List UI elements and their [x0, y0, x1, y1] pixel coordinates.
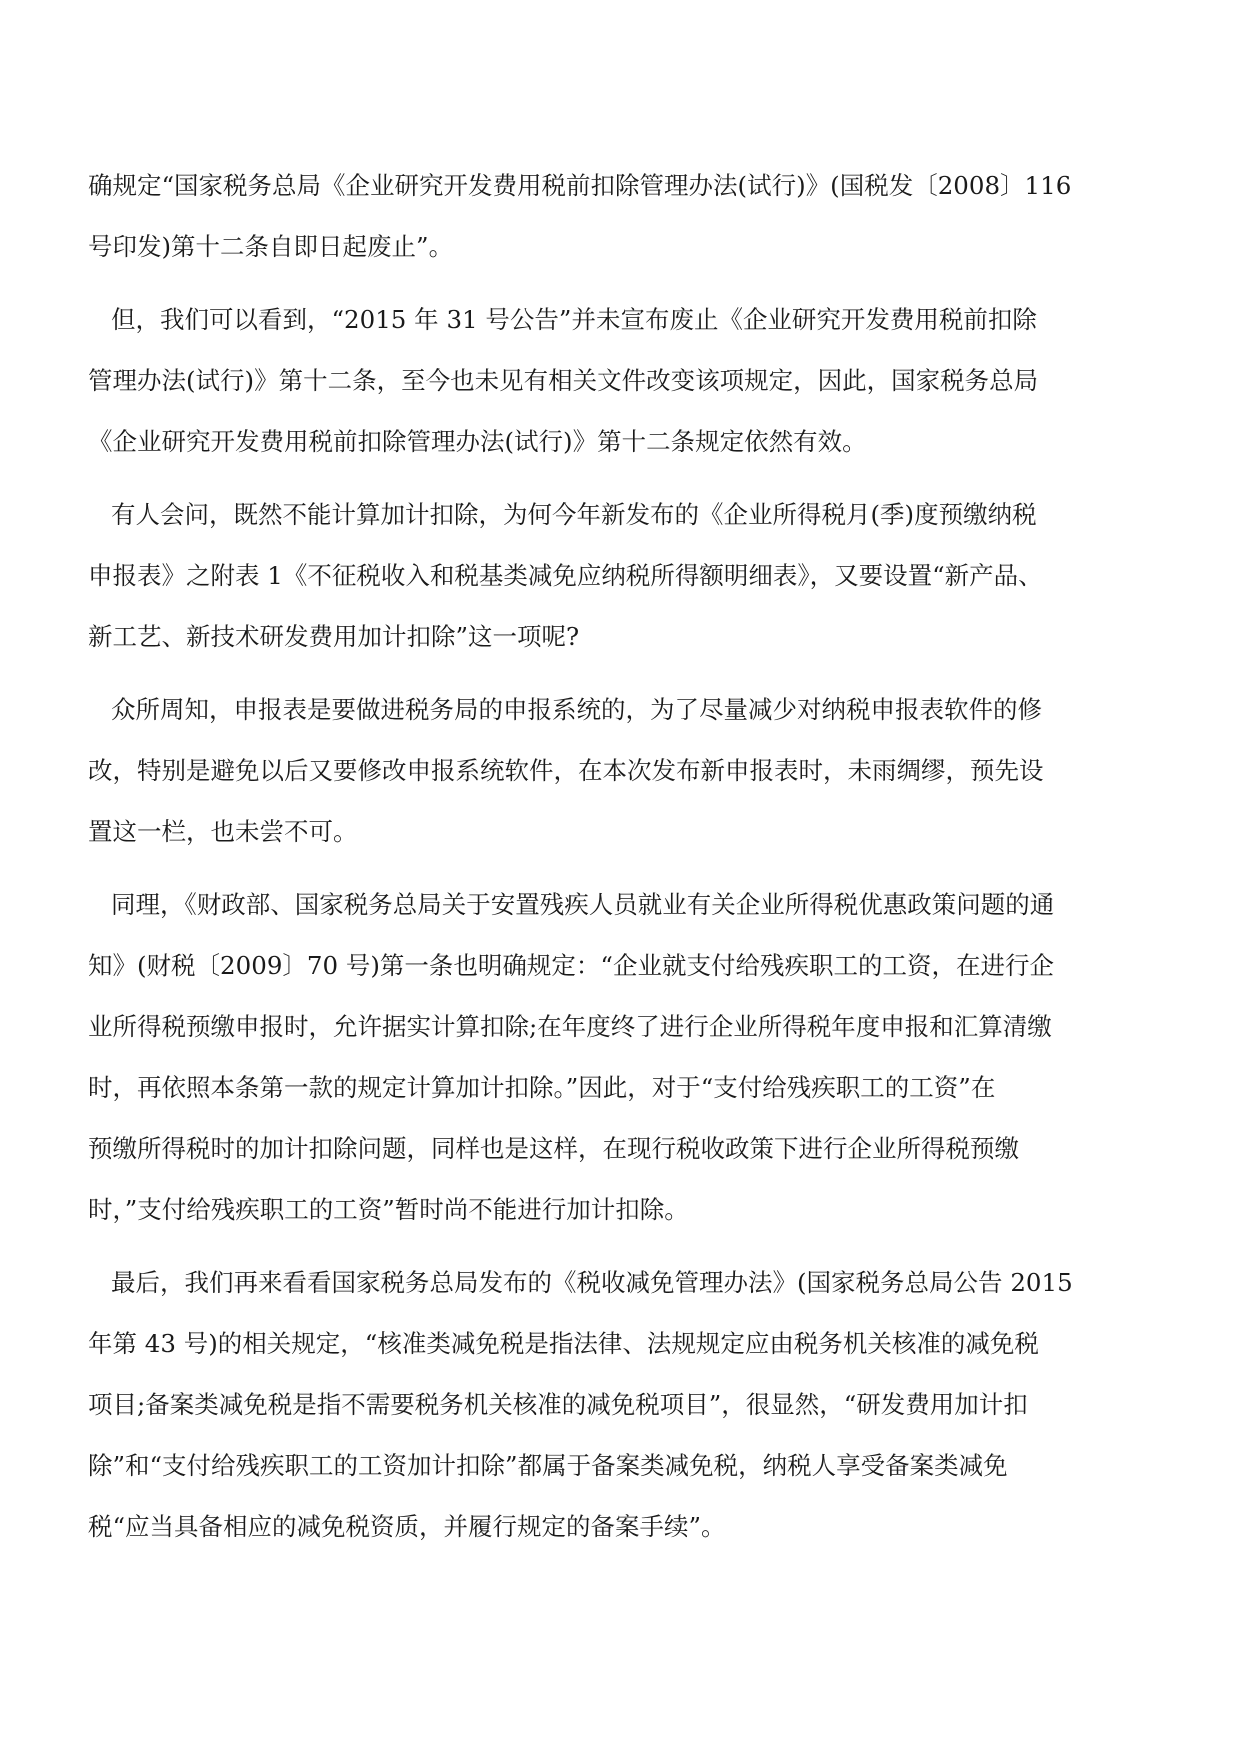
paragraph-line: 知》(财税〔2009〕70 号)第一条也明确规定：“企业就支付给残疾职工的工资，在进行企: [88, 951, 1054, 980]
paragraph-line: 时，”支付给残疾职工的工资”暂时尚不能进行加计扣除。: [88, 1195, 689, 1224]
paragraph-line: 管理办法(试行)》第十二条，至今也未见有相关文件改变该项规定，因此，国家税务总局: [88, 366, 1039, 395]
paragraph-line: 最后，我们再来看看国家税务总局发布的《税收减免管理办法》(国家税务总局公告 2015: [111, 1268, 1073, 1297]
paragraph-line: 税“应当具备相应的减免税资质，并履行规定的备案手续”。: [88, 1512, 726, 1541]
paragraph-line: 置这一栏，也未尝不可。: [88, 817, 358, 846]
paragraph-line: 新工艺、新技术研发费用加计扣除”这一项呢?: [88, 622, 580, 651]
paragraph-2: [88, 289, 1156, 472]
paragraph-6: [88, 1252, 1156, 1557]
paragraph-3: [88, 484, 1156, 667]
paragraph-line: 但，我们可以看到，“2015 年 31 号公告”并未宣布废止《企业研究开发费用税前扣除: [111, 305, 1037, 334]
paragraph-line: 申报表》之附表 1《不征税收入和税基类减免应纳税所得额明细表》，又要设置“新产品、: [88, 561, 1043, 590]
paragraph-line: 预缴所得税时的加计扣除问题，同样也是这样，在现行税收政策下进行企业所得税预缴: [88, 1134, 1019, 1163]
paragraph-line: 业所得税预缴申报时，允许据实计算扣除;在年度终了进行企业所得税年度申报和汇算清缴: [88, 1012, 1052, 1041]
paragraph-line: 时，再依照本条第一款的规定计算加计扣除。”因此，对于“支付给残疾职工的工资”在: [88, 1073, 996, 1102]
paragraph-line: 改，特别是避免以后又要修改申报系统软件，在本次发布新申报表时，未雨绸缪，预先设: [88, 756, 1044, 785]
paragraph-line: 众所周知，申报表是要做进税务局的申报系统的，为了尽量减少对纳税申报表软件的修: [111, 695, 1042, 724]
paragraph-4: [88, 679, 1156, 862]
paragraph-line: 年第 43 号)的相关规定，“核准类减免税是指法律、法规规定应由税务机关核准的减免税: [88, 1329, 1039, 1358]
paragraph-line: 确规定“国家税务总局《企业研究开发费用税前扣除管理办法(试行)》(国税发〔2008〕116: [88, 171, 1072, 200]
paragraph-5: [88, 874, 1156, 1240]
paragraph-line: 同理，《财政部、国家税务总局关于安置残疾人员就业有关企业所得税优惠政策问题的通: [111, 890, 1055, 919]
document-body: [88, 155, 1156, 1557]
paragraph-line: 项目;备案类减免税是指不需要税务机关核准的减免税项目”，很显然，“研发费用加计扣: [88, 1390, 1028, 1419]
paragraph-line: 有人会问，既然不能计算加计扣除，为何今年新发布的《企业所得税月(季)度预缴纳税: [111, 500, 1037, 529]
paragraph-1: [88, 155, 1156, 277]
paragraph-line: 号印发)第十二条自即日起废止”。: [88, 232, 454, 261]
paragraph-line: 《企业研究开发费用税前扣除管理办法(试行)》第十二条规定依然有效。: [88, 427, 867, 456]
paragraph-line: 除”和“支付给残疾职工的工资加计扣除”都属于备案类减免税，纳税人享受备案类减免: [88, 1451, 1008, 1480]
